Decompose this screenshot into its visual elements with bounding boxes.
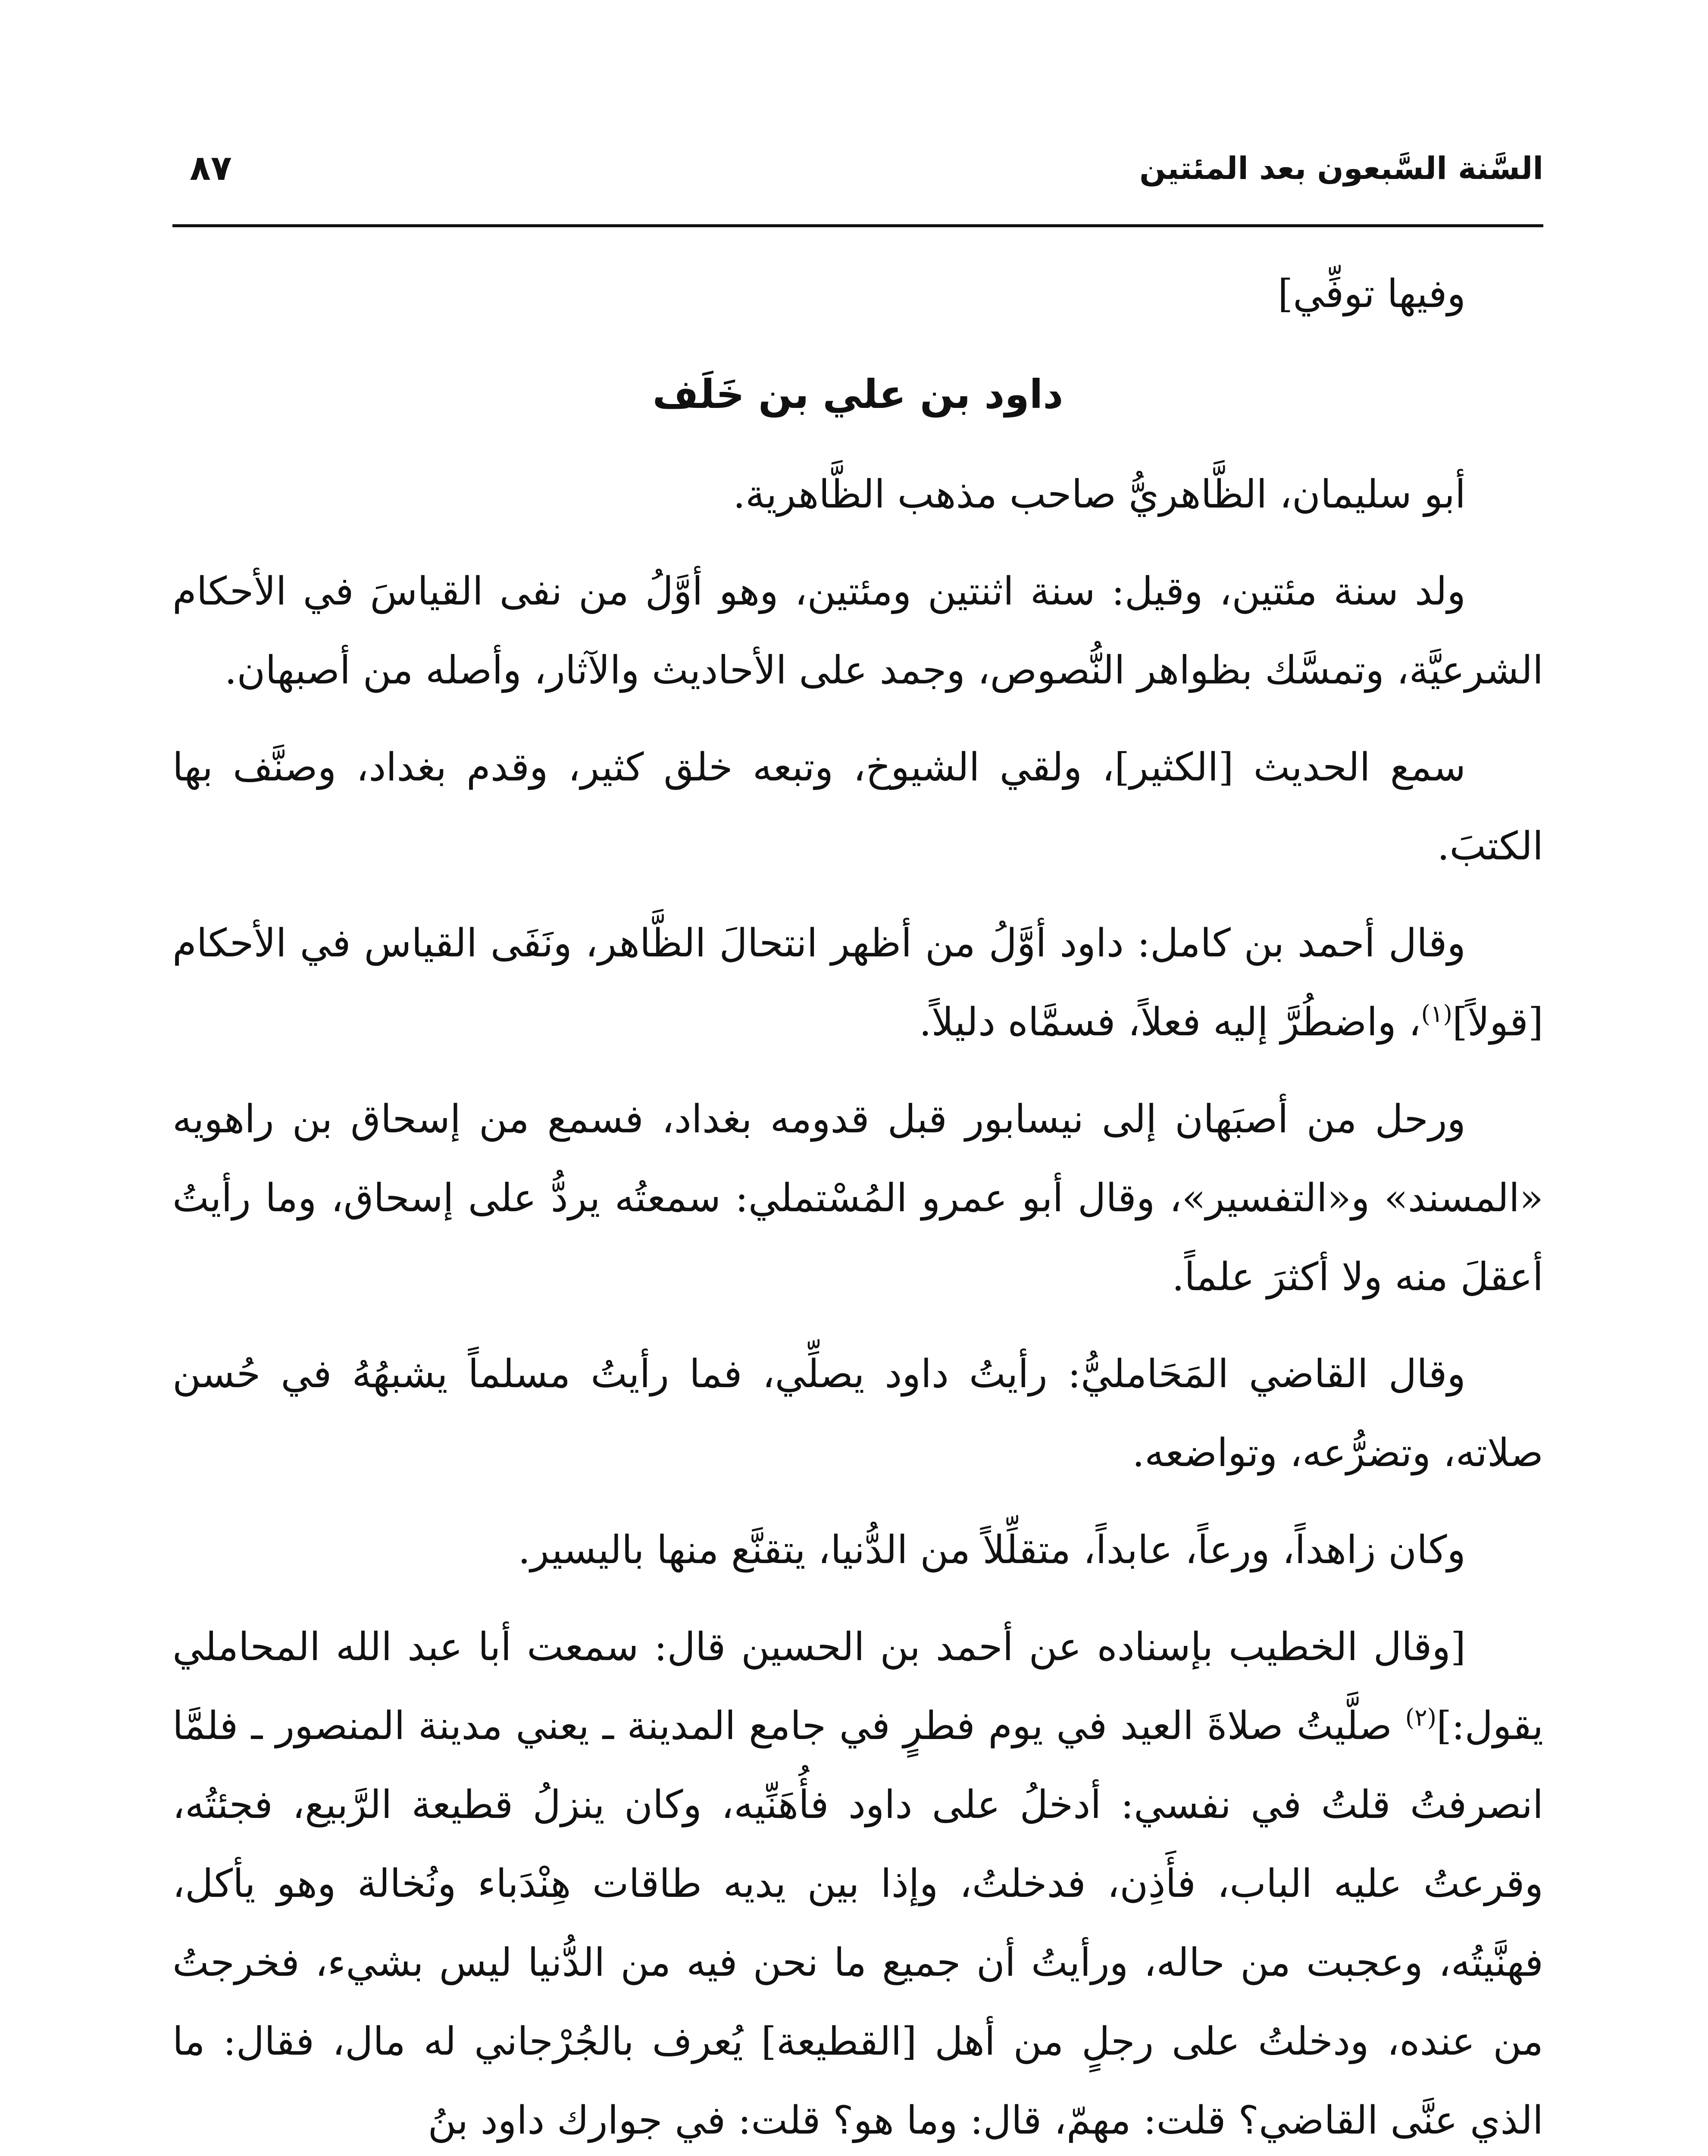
paragraph-8-text: صلَّيتُ صلاةَ العيد في يوم فطرٍ في جامع المدينة ـ يعني مدينة المنصور ـ فلمَّا انصرفتُ قلتُ في نفسي: أدخلُ على داود فأُهَنِّيه، وكان ينزلُ قطيعة الرَّبيع، فجئتُه، وقرعتُ عليه الباب، فأَذِن، فدخلتُ، وإذا بين يديه طاقات هِنْدَباء ونُخالة وهو يأكل، فهنَّيتُه، وعجبت من حاله، ورأيتُ أن جميع ما نحن فيه من الدُّنيا ليس بشيء، فخرجتُ من عنده، ودخلتُ على رجلٍ من أهل [القطيعة] يُعرف بالجُرْجاني له مال، فقال: ما الذي عنَّى القاضي؟ قلت: مهمّ، قال: وما هو؟ قلت: في جوارك داود بنُ: [172, 1703, 1543, 2143]
page-header: [172, 138, 1543, 203]
paragraph-4-tail: ، واضطُرَّ إليه فعلاً، فسمَّاه دليلاً.: [919, 1000, 1421, 1045]
paragraph-3: سمع الحديث [الكثير]، ولقي الشيوخ، وتبعه خلق كثير، وقدم بغداد، وصنَّف بها الكتبَ.: [172, 745, 1543, 869]
footnote-ref-2[interactable]: (٢): [1405, 1704, 1437, 1731]
page-number: ٨٧: [190, 148, 232, 188]
paragraph-4: [172, 904, 1543, 1062]
paragraph-2: ولد سنة مئتين، وقيل: سنة اثنتين ومئتين، وهو أوَّلُ من نفى القياسَ في الأحكام الشرعيَّة، وتمسَّك بظواهر النُّصوص، وجمد على الأحاديث والآثار، وأصله من أصبهان.: [172, 569, 1543, 693]
paragraph-1: أبو سليمان، الظَّاهريُّ صاحب مذهب الظَّاهرية.: [733, 472, 1466, 517]
header-divider: [172, 224, 1543, 227]
biography-heading: داود بن علي بن خَلَف: [652, 371, 1064, 417]
running-title: السَّنة السَّبعون بعد المئتين: [1139, 150, 1543, 186]
paragraph-6: وقال القاضي المَحَامليُّ: رأيتُ داود يصلِّي، فما رأيتُ مسلماً يشبهُهُ في حُسن صلاته، وتضرُّعه، وتواضعه.: [172, 1351, 1543, 1476]
footnote-ref-1[interactable]: (١): [1421, 1000, 1452, 1028]
paragraph-8-intro: [وقال الخطيب بإسناده عن أحمد بن الحسين قال: سمعت أبا عبد الله المحاملي يقول:]: [172, 1624, 1544, 1749]
main-text: [172, 254, 1543, 2156]
paragraph-4-text: وقال أحمد بن كامل: داود أوَّلُ من أظهر انتحالَ الظَّاهر، ونَفَى القياس في الأحكام [قولاً]: [172, 921, 1543, 1045]
paragraph-7: وكان زاهداً، ورعاً، عابداً، متقلِّلاً من الدُّنيا، يتقنَّع منها باليسير.: [518, 1527, 1466, 1573]
intro-line: وفيها توفِّي]: [1278, 271, 1466, 317]
paragraph-5: ورحل من أصبَهان إلى نيسابور قبل قدومه بغداد، فسمع من إسحاق بن راهويه «المسند» و«التفسير»، وقال أبو عمرو المُسْتملي: سمعتُه يردُّ على إسحاق، وما رأيتُ أعقلَ منه ولا أكثرَ علماً.: [172, 1097, 1543, 1300]
paragraph-8: [172, 1608, 1543, 2156]
